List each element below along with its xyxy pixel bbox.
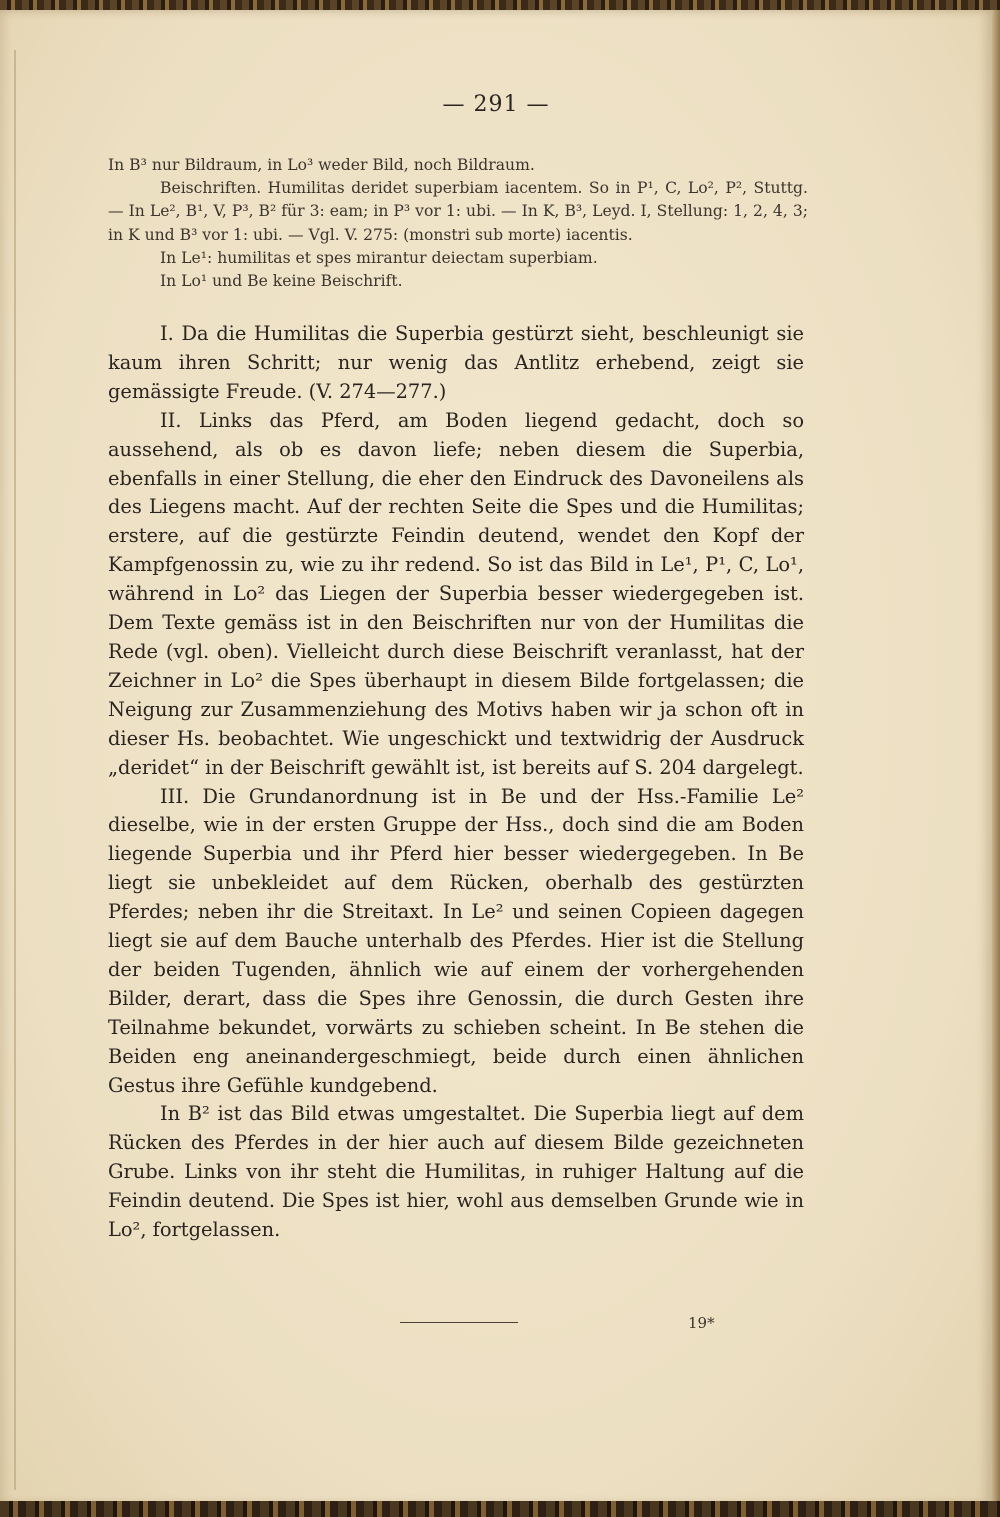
page-right-edge <box>992 10 1000 1505</box>
page-gutter-line <box>14 50 16 1490</box>
signature-mark: 19* <box>688 1314 715 1332</box>
marbled-book-edge-bottom <box>0 1501 1000 1517</box>
footnote-block <box>108 154 808 293</box>
page-number-header: — 291 — <box>442 92 550 117</box>
note-line: In B³ nur Bildraum, in Lo³ weder Bild, noch Bildraum. <box>108 156 535 174</box>
footer-rule <box>400 1322 518 1323</box>
note-line: In Le¹: humilitas et spes mirantur deiectam superbiam. <box>160 248 598 267</box>
note-line: Beischriften. Humilitas deridet superbiam iacentem. So in P¹, C, Lo², P², Stuttg. — In Le², B¹, V, P³, B² für 3: eam; in P³ vor 1: ubi. — In K, B³, Leyd. I, Stellung: 1, 2, 4, 3; in K und B³ vor 1: ubi. — Vgl. V. 275: (monstri sub morte) iacentis. <box>108 179 808 244</box>
paragraph: II. Links das Pferd, am Boden liegend gedacht, doch so aussehend, als ob es davon liefe; neben diesem die Superbia, ebenfalls in einer Stellung, die eher den Eindruck des Davoneilens als des Liegens macht. Auf der rechten Seite die Spes und die Humilitas; erstere, auf die gestürzte Feindin deutend, wendet den Kopf der Kampfgenossin zu, wie zu ihr redend. So ist das Bild in Le¹, P¹, C, Lo¹, während in Lo² das Liegen der Superbia besser wiedergegeben ist. Dem Texte gemäss ist in den Beischriften nur von der Humilitas die Rede (vgl. oben). Vielleicht durch diese Beischrift veranlasst, hat der Zeichner in Lo² die Spes überhaupt in diesem Bilde fortgelassen; die Neigung zur Zusammenziehung des Motivs haben wir ja schon oft in dieser Hs. beobachtet. Wie ungeschickt und textwidrig der Ausdruck „deridet“ in der Beischrift gewählt ist, ist bereits auf S. 204 dargelegt. <box>108 408 804 779</box>
paragraph: I. Da die Humilitas die Superbia gestürzt sieht, beschleunigt sie kaum ihren Schritt; nur wenig das Antlitz erhebend, zeigt sie gemässigte Freude. (V. 274—277.) <box>108 322 804 403</box>
paragraph: III. Die Grundanordnung ist in Be und der Hss.-Familie Le² dieselbe, wie in der ersten Gruppe der Hss., doch sind die am Boden liegende Superbia und ihr Pferd hier besser wiedergegeben. In Be liegt sie unbekleidet auf dem Rücken, oberhalb des gestürzten Pferdes; neben ihr die Streitaxt. In Le² und seinen Copieen dagegen liegt sie auf dem Bauche unterhalb des Pferdes. Hier ist die Stellung der beiden Tugenden, ähnlich wie auf einem der vorhergehenden Bilder, derart, dass die Spes ihre Genossin, die durch Gesten ihre Teilnahme bekundet, vorwärts zu schieben scheint. In Be stehen die Beiden eng aneinandergeschmiegt, beide durch einen ähnlichen Gestus ihre Gefühle kundgebend. <box>108 784 804 1097</box>
main-text <box>108 320 804 1245</box>
note-line: In Lo¹ und Be keine Beischrift. <box>160 272 403 291</box>
paragraph: In B² ist das Bild etwas umgestaltet. Die Superbia liegt auf dem Rücken des Pferdes in der hier auch auf diesem Bilde gezeichneten Grube. Links von ihr steht die Humilitas, in ruhiger Haltung auf die Feindin deutend. Die Spes ist hier, wohl aus demselben Grunde wie in Lo², fortgelassen. <box>108 1102 804 1242</box>
